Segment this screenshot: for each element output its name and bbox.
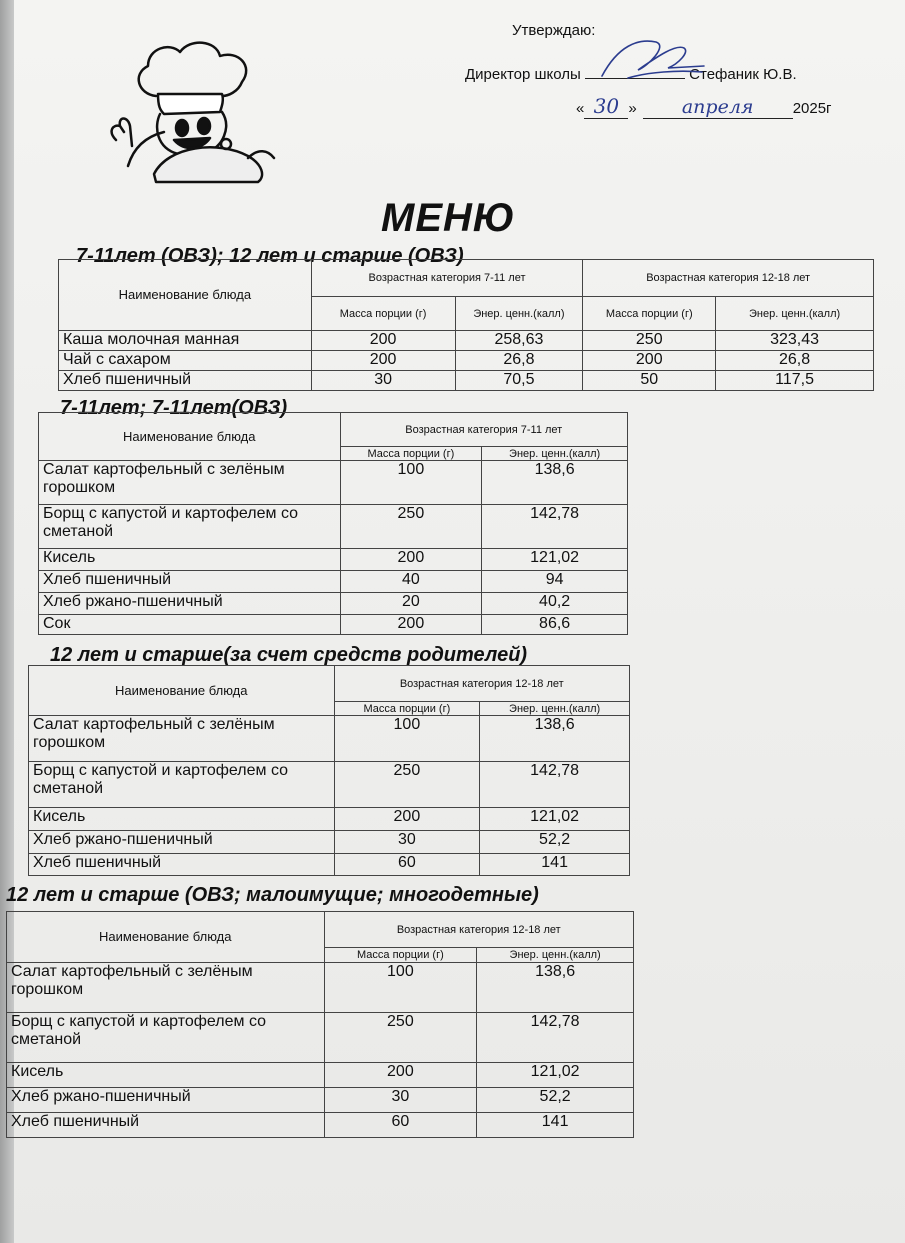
column-header-energy: Энер. ценн.(калл) — [482, 447, 628, 461]
table-row — [59, 331, 874, 351]
table-row — [7, 1063, 634, 1088]
dish-name: Салат картофельный с зелёным горошком — [29, 716, 335, 762]
column-header-mass: Масса порции (г) — [340, 447, 482, 461]
column-header-energy: Энер. ценн.(калл) — [480, 702, 630, 716]
energy-value: 26,8 — [716, 351, 874, 371]
age-category-header: Возрастная категория 12-18 лет — [324, 912, 633, 948]
dish-name: Каша молочная манная — [59, 331, 312, 351]
dish-name: Кисель — [7, 1063, 325, 1088]
portion-mass: 200 — [340, 615, 482, 635]
dish-name: Хлеб ржано-пшеничный — [7, 1088, 325, 1113]
energy-value: 323,43 — [716, 331, 874, 351]
table-row — [29, 831, 630, 854]
table-row — [7, 1113, 634, 1138]
dish-name: Чай с сахаром — [59, 351, 312, 371]
portion-mass: 250 — [334, 762, 480, 808]
column-header-mass: Масса порции (г) — [311, 297, 455, 331]
age-category-header: Возрастная категория 12-18 лет — [334, 666, 629, 702]
energy-value: 52,2 — [477, 1088, 634, 1113]
energy-value: 121,02 — [480, 808, 630, 831]
dish-name: Борщ с капустой и картофелем со сметаной — [39, 505, 341, 549]
column-header-mass: Масса порции (г) — [334, 702, 480, 716]
menu-table — [28, 665, 630, 876]
energy-value: 258,63 — [455, 331, 583, 351]
dish-name: Салат картофельный с зелёным горошком — [7, 963, 325, 1013]
director-label: Директор школы — [465, 66, 581, 83]
dish-name: Борщ с капустой и картофелем со сметаной — [29, 762, 335, 808]
section-heading: 7-11лет (ОВЗ); 12 лет и старше (ОВЗ) — [76, 245, 464, 267]
dish-name: Хлеб пшеничный — [7, 1113, 325, 1138]
age-category-header: Возрастная категория 7-11 лет — [311, 260, 583, 297]
portion-mass: 100 — [334, 716, 480, 762]
table-row — [39, 549, 628, 571]
date-quote-close: » — [628, 100, 637, 117]
energy-value: 117,5 — [716, 371, 874, 391]
dish-name: Хлеб пшеничный — [59, 371, 312, 391]
dish-name: Кисель — [39, 549, 341, 571]
portion-mass: 60 — [324, 1113, 477, 1138]
energy-value: 26,8 — [455, 351, 583, 371]
menu-table — [38, 412, 628, 635]
column-header-dish: Наименование блюда — [59, 260, 312, 331]
table-row — [39, 615, 628, 635]
age-category-header: Возрастная категория 7-11 лет — [340, 413, 627, 447]
portion-mass: 200 — [583, 351, 716, 371]
approval-label: Утверждаю: — [512, 22, 596, 39]
column-header-energy: Энер. ценн.(калл) — [455, 297, 583, 331]
energy-value: 94 — [482, 571, 628, 593]
energy-value: 138,6 — [482, 461, 628, 505]
energy-value: 138,6 — [480, 716, 630, 762]
portion-mass: 60 — [334, 854, 480, 876]
portion-mass: 250 — [583, 331, 716, 351]
dish-name: Хлеб ржано-пшеничный — [39, 593, 341, 615]
table-row — [29, 854, 630, 876]
chef-illustration — [98, 36, 278, 186]
energy-value: 142,78 — [482, 505, 628, 549]
dish-name: Хлеб ржано-пшеничный — [29, 831, 335, 854]
date-year: 2025г — [792, 100, 832, 117]
energy-value: 138,6 — [477, 963, 634, 1013]
table-row — [7, 1013, 634, 1063]
table-row — [7, 1088, 634, 1113]
table-row — [29, 716, 630, 762]
column-header-dish: Наименование блюда — [39, 413, 341, 461]
portion-mass: 30 — [311, 371, 455, 391]
portion-mass: 40 — [340, 571, 482, 593]
energy-value: 141 — [477, 1113, 634, 1138]
column-header-mass: Масса порции (г) — [324, 948, 477, 963]
dish-name: Хлеб пшеничный — [29, 854, 335, 876]
table-row — [39, 571, 628, 593]
portion-mass: 200 — [334, 808, 480, 831]
dish-name: Хлеб пшеничный — [39, 571, 341, 593]
energy-value: 121,02 — [482, 549, 628, 571]
director-signature — [598, 36, 708, 84]
dish-name: Сок — [39, 615, 341, 635]
table-row — [7, 963, 634, 1013]
column-header-mass: Масса порции (г) — [583, 297, 716, 331]
section-heading: 7-11лет; 7-11лет(ОВЗ) — [60, 397, 288, 419]
portion-mass: 200 — [311, 351, 455, 371]
menu-title: МЕНЮ — [381, 196, 516, 240]
section-heading: 12 лет и старше(за счет средств родителей) — [50, 644, 528, 666]
energy-value: 142,78 — [477, 1013, 634, 1063]
column-header-dish: Наименование блюда — [7, 912, 325, 963]
approval-date — [576, 94, 832, 119]
date-day: 30 — [584, 94, 628, 119]
column-header-energy: Энер. ценн.(калл) — [477, 948, 634, 963]
menu-table — [58, 259, 874, 391]
portion-mass: 30 — [324, 1088, 477, 1113]
portion-mass: 250 — [324, 1013, 477, 1063]
section-heading: 12 лет и старше (ОВЗ; малоимущие; многодетные) — [6, 884, 539, 906]
energy-value: 52,2 — [480, 831, 630, 854]
portion-mass: 20 — [340, 593, 482, 615]
age-category-header: Возрастная категория 12-18 лет — [583, 260, 874, 297]
portion-mass: 200 — [311, 331, 455, 351]
dish-name: Борщ с капустой и картофелем со сметаной — [7, 1013, 325, 1063]
menu-table — [6, 911, 634, 1138]
portion-mass: 200 — [324, 1063, 477, 1088]
table-row — [39, 505, 628, 549]
column-header-energy: Энер. ценн.(калл) — [716, 297, 874, 331]
column-header-dish: Наименование блюда — [29, 666, 335, 716]
table-row — [29, 762, 630, 808]
table-row — [39, 593, 628, 615]
director-name: Стефаник Ю.В. — [689, 66, 797, 83]
portion-mass: 50 — [583, 371, 716, 391]
table-row — [39, 461, 628, 505]
date-quote-open: « — [576, 100, 585, 117]
dish-name: Салат картофельный с зелёным горошком — [39, 461, 341, 505]
portion-mass: 100 — [340, 461, 482, 505]
table-row — [59, 351, 874, 371]
energy-value: 40,2 — [482, 593, 628, 615]
portion-mass: 250 — [340, 505, 482, 549]
energy-value: 86,6 — [482, 615, 628, 635]
portion-mass: 100 — [324, 963, 477, 1013]
energy-value: 142,78 — [480, 762, 630, 808]
energy-value: 70,5 — [455, 371, 583, 391]
date-month: апреля — [643, 96, 793, 119]
table-row — [29, 808, 630, 831]
table-row — [59, 371, 874, 391]
energy-value: 141 — [480, 854, 630, 876]
dish-name: Кисель — [29, 808, 335, 831]
energy-value: 121,02 — [477, 1063, 634, 1088]
portion-mass: 30 — [334, 831, 480, 854]
portion-mass: 200 — [340, 549, 482, 571]
